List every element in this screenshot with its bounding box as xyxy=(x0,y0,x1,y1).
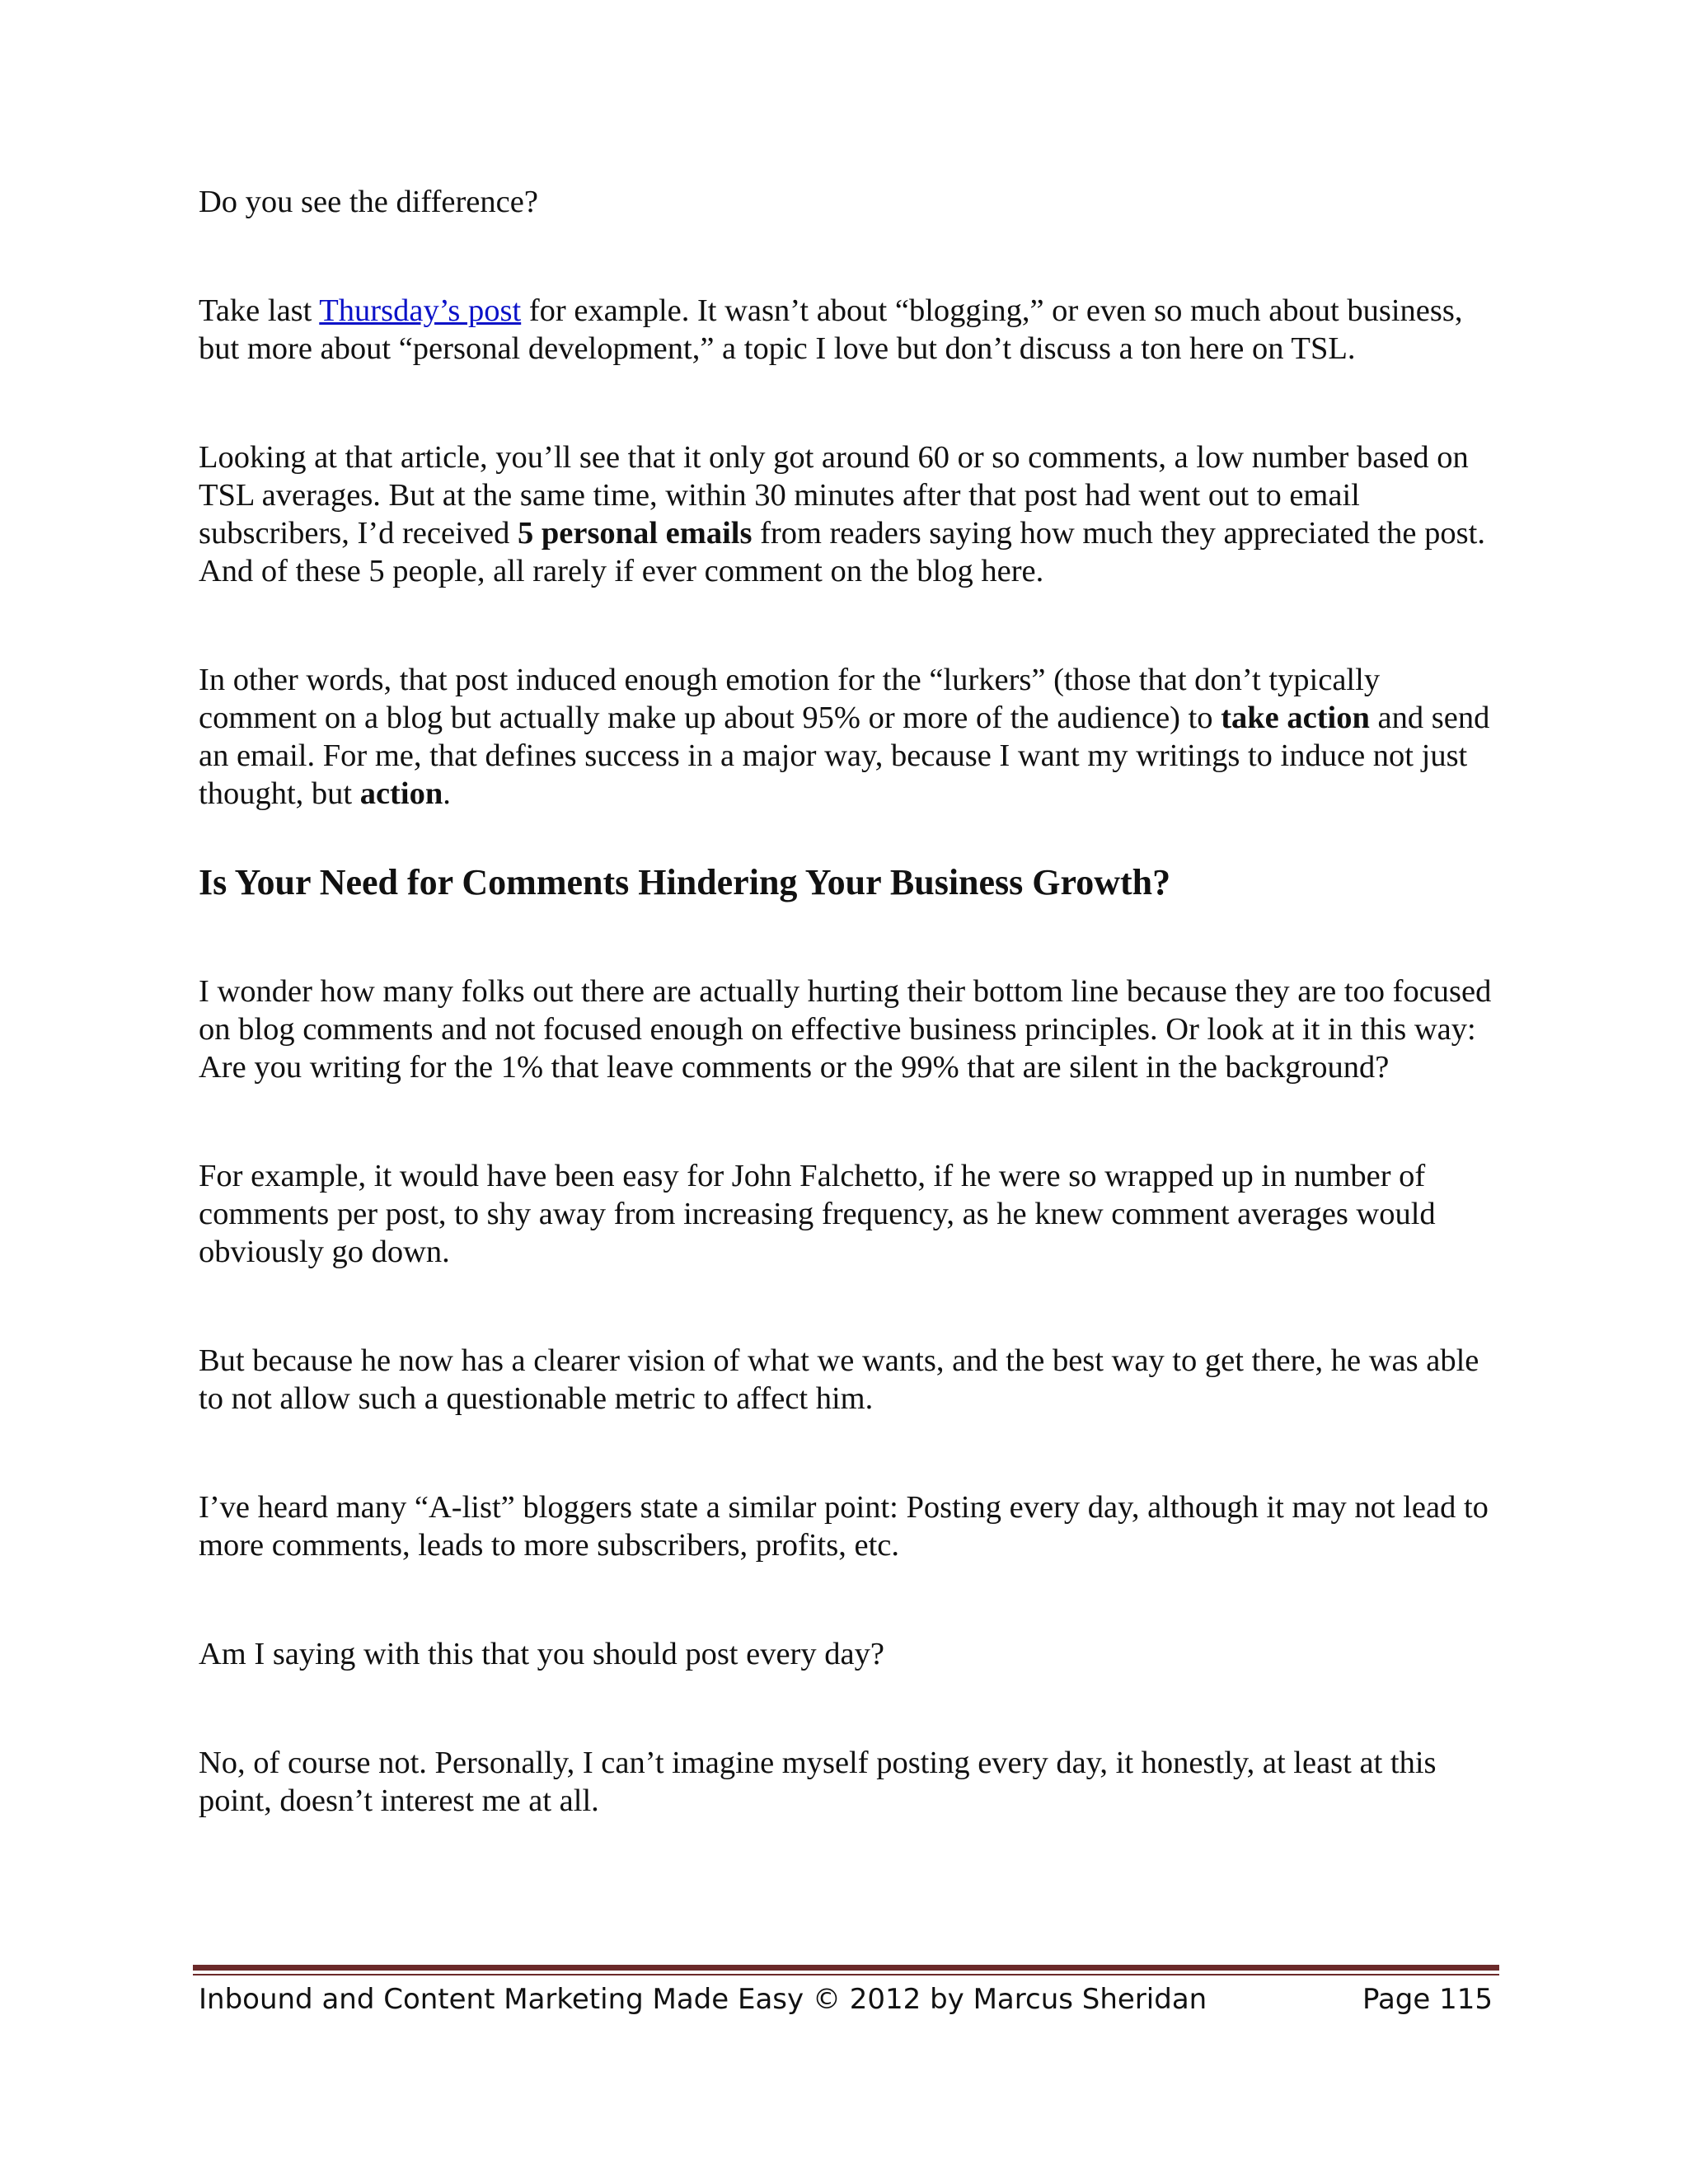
section-heading: Is Your Need for Comments Hindering Your Business Growth? xyxy=(199,862,1171,902)
paragraph-text: In other words, that post induced enough emotion for the “lurkers” (those that don’t typically comment on a blog but actually make up about 95% or more of the audience) to xyxy=(199,663,1381,735)
paragraph-text: Take last xyxy=(199,293,320,328)
footer-rule-thin xyxy=(193,1974,1499,1975)
paragraph-text: for example. It wasn’t about “blogging,” or even so much about business, but more about “personal development,” a topic I love but don’t discuss a ton here on TSL. xyxy=(199,293,1463,366)
paragraph-looking-at-article xyxy=(199,438,1501,590)
paragraph-text: . xyxy=(443,776,451,811)
paragraph-falchetto xyxy=(199,1157,1501,1271)
paragraph-of-course-not xyxy=(199,1744,1501,1820)
paragraph-a-list xyxy=(199,1488,1501,1564)
footer-copyright: Inbound and Content Marketing Made Easy © 2012 by Marcus Sheridan xyxy=(199,1983,1207,2016)
paragraph-text: Do you see the difference? xyxy=(199,185,538,219)
bold-text: 5 personal emails xyxy=(517,516,753,551)
paragraph-post-every-day xyxy=(199,1635,1501,1673)
paragraph-text: But because he now has a clearer vision of what we wants, and the best way to get there, he was able to not allow such a questionable metric to affect him. xyxy=(199,1343,1479,1416)
paragraph-text: No, of course not. Personally, I can’t imagine myself posting every day, it honestly, at least at this point, doesn’t interest me at all. xyxy=(199,1746,1437,1818)
paragraph-other-words xyxy=(199,661,1501,813)
bold-text: take action xyxy=(1221,701,1370,735)
paragraph-text: For example, it would have been easy for John Falchetto, if he were so wrapped up in number of comments per post, to shy away from increasing frequency, as he knew comment averages would obviously go down. xyxy=(199,1159,1436,1269)
paragraph-text: from readers saying how much they appreciated the post. And of these 5 people, all rarely if ever comment on the blog here. xyxy=(199,516,1485,588)
thursdays-post-link[interactable]: Thursday’s post xyxy=(319,293,522,328)
paragraph-text: I wonder how many folks out there are actually hurting their bottom line because they are too focused on blog comments and not focused enough on effective business principles. Or look at it in this way: Are you writing for the 1% that leave comments or the 99% that are silent in the background? xyxy=(199,974,1492,1085)
paragraph-text: and send an email. For me, that defines success in a major way, because I want my writings to induce not just thought, but xyxy=(199,701,1490,811)
paragraph-text: I’ve heard many “A-list” bloggers state a similar point: Posting every day, although it may not lead to more comments, leads to more subscribers, profits, etc. xyxy=(199,1490,1489,1563)
footer-rule-thick xyxy=(193,1965,1499,1971)
bold-text: action xyxy=(359,776,443,811)
page-number: Page 115 xyxy=(1362,1983,1493,2016)
page-body xyxy=(199,183,1501,1891)
paragraph-clearer-vision xyxy=(199,1342,1501,1418)
paragraph-text: Looking at that article, you’ll see that it only got around 60 or so comments, a low number based on TSL averages. But at the same time, within 30 minutes after that post had went out to email subscribers, I’d received xyxy=(199,440,1469,551)
paragraph-difference xyxy=(199,183,1501,221)
paragraph-text: Am I saying with this that you should post every day? xyxy=(199,1637,884,1671)
paragraph-wonder xyxy=(199,972,1501,1086)
paragraph-thursday-post xyxy=(199,292,1501,368)
